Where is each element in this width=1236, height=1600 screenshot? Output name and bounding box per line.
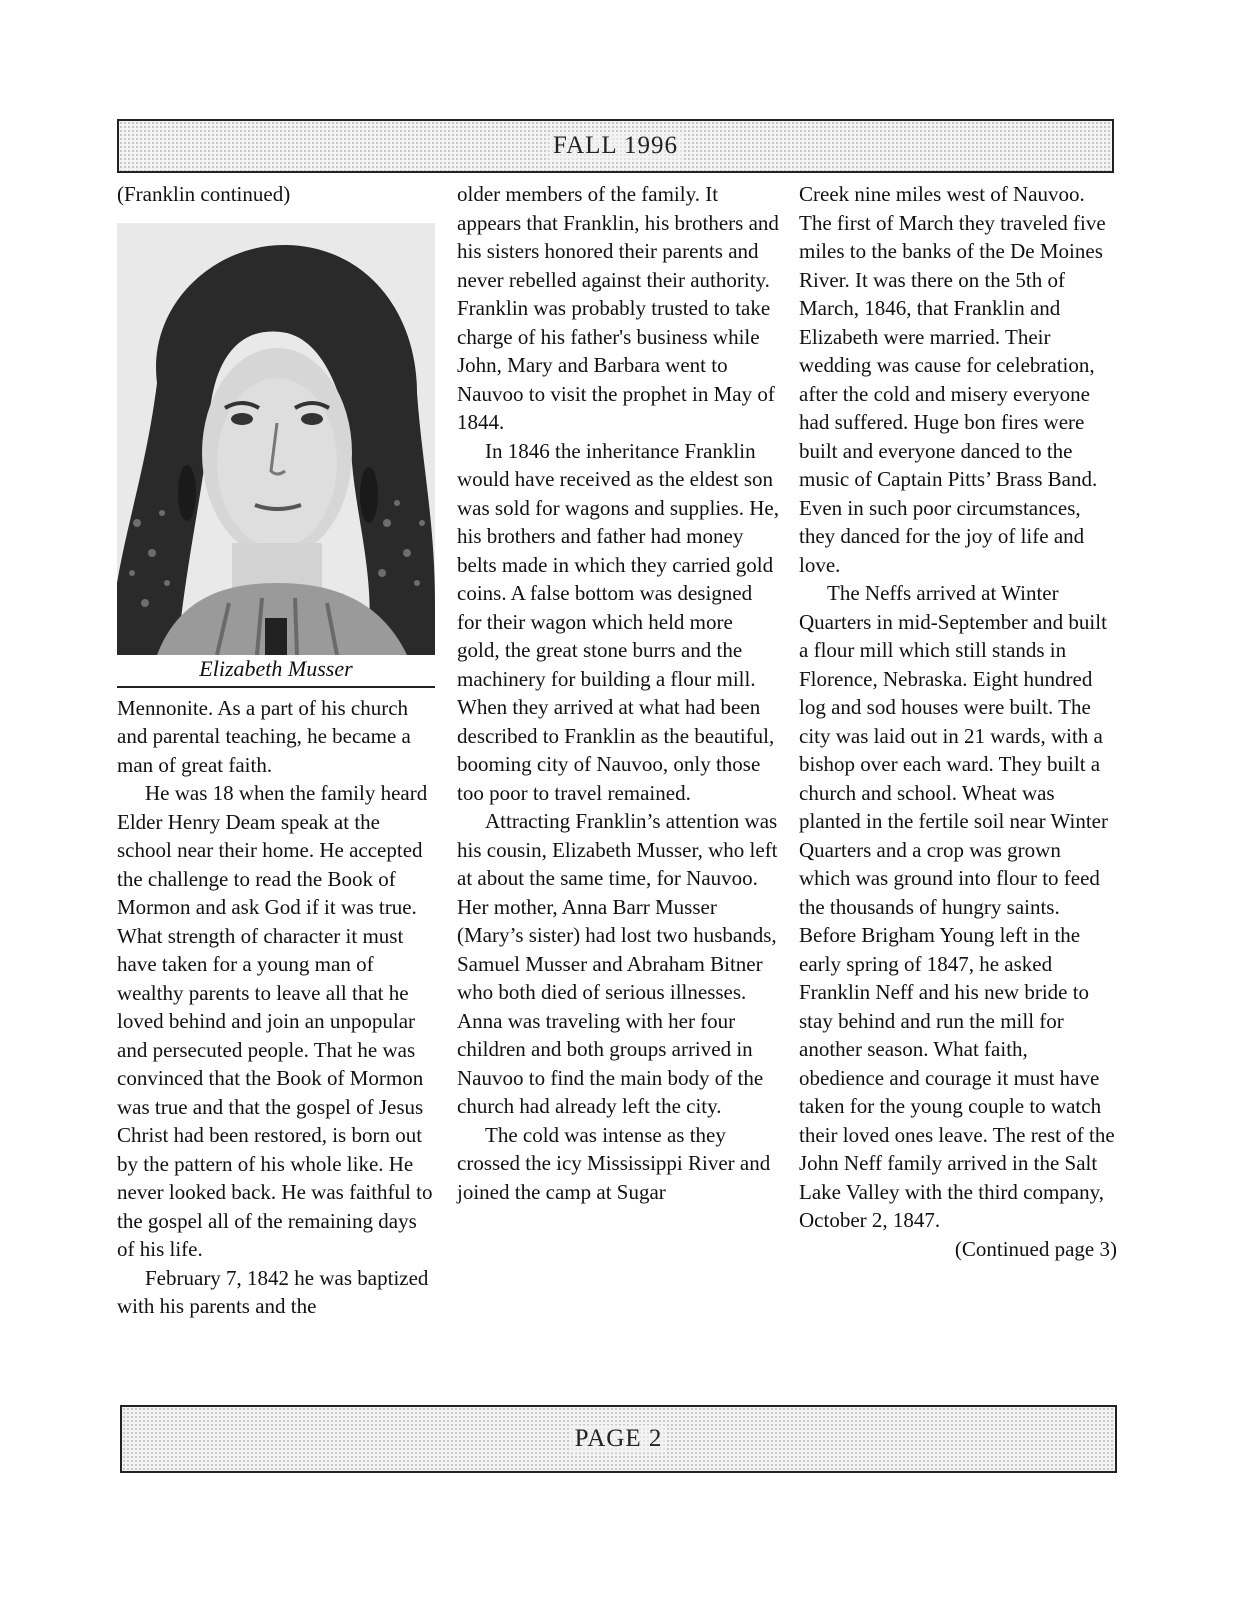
- footer-banner: [120, 1405, 1117, 1473]
- col1-paragraph-2: He was 18 when the family heard Elder Henry Deam speak at the school near their home. He accepted the challenge to read the Book of Mormon and ask God if it was true. What strength of character it must have taken for a young man of wealthy parents to leave all that he loved behind and join an unpopular and persecuted people. That he was convinced that the Book of Mormon was true and that the gospel of Jesus Christ had been restored, is born out by the pattern of his whole like. He never looked back. He was faithful to the gospel all of the remaining days of his life.: [117, 781, 433, 1261]
- photo-caption: Elizabeth Musser: [117, 655, 435, 688]
- col3-paragraph-1: Creek nine miles west of Nauvoo. The first of March they traveled five miles to the banks of the De Moines River. It was there on the 5th of March, 1846, that Franklin and Elizabeth were married. Their wedding was cause for celebration, after the cold and misery everyone had suffered. Huge bon fires were built and everyone danced to the music of Captain Pitts’ Brass Band. Even in such poor circumstances, they danced for the joy of life and love.: [799, 182, 1106, 577]
- header-banner: [117, 119, 1114, 173]
- column-1: [117, 180, 439, 1321]
- col2-paragraph-2: In 1846 the inheritance Franklin would have received as the eldest son was sold for wagons and supplies. He, his brothers and father had money belts made in which they carried gold coins. A false bottom was designed for their wagon which held more gold, the great stone burrs and the machinery for building a flour mill. When they arrived at what had been described to Franklin as the beautiful, booming city of Nauvoo, only those too poor to travel remained.: [457, 438, 779, 805]
- col1-paragraph-3: February 7, 1842 he was baptized with his parents and the: [117, 1265, 429, 1318]
- col2-paragraph-3: Attracting Franklin’s attention was his cousin, Elizabeth Musser, who left at about the same time, for Nauvoo. Her mother, Anna Barr Musser (Mary’s sister) had lost two husbands, Samuel Musser and Abraham Bitner who both died of serious illnesses. Anna was traveling with her four children and both groups arrived in Nauvoo to find the main body of the church had already left the city.: [457, 809, 778, 1118]
- column-3: [799, 180, 1117, 1263]
- issue-title: FALL 1996: [549, 132, 682, 160]
- column-2: [457, 180, 779, 1206]
- continued-from-label: (Franklin continued): [117, 182, 291, 206]
- continued-on-label: (Continued page 3): [954, 1236, 1117, 1261]
- col3-paragraph-2: The Neffs arrived at Winter Quarters in mid-September and built a flour mill which still stands in Florence, Nebraska. Eight hundred log and sod houses were built. The city was laid out in 21 wards, with a bishop over each ward. They built a church and school. Wheat was planted in the fertile soil near Winter Quarters and a crop was grown which was ground into flour to feed the thousands of hungry saints. Before Brigham Young left in the early spring of 1847, he asked Franklin Neff and his new bride to stay behind and run the mill for another season. What faith, obedience and courage it must have taken for the young couple to watch their loved ones leave. The rest of the John Neff family arrived in the Salt Lake Valley with the third company, October 2, 1847.: [799, 581, 1115, 1232]
- page-number: PAGE 2: [571, 1425, 667, 1453]
- col1-paragraph-1: Mennonite. As a part of his church and parental teaching, he became a man of great faith.: [117, 695, 411, 777]
- portrait-photo: [117, 223, 435, 655]
- col2-paragraph-1: older members of the family. It appears that Franklin, his brothers and his sisters honored their parents and never rebelled against their authority. Franklin was probably trusted to take charge of his father's business while John, Mary and Barbara went to Nauvoo to visit the prophet in May of 1844.: [457, 182, 779, 434]
- col2-paragraph-4: The cold was intense as they crossed the icy Mississippi River and joined the camp at Sugar: [457, 1122, 771, 1204]
